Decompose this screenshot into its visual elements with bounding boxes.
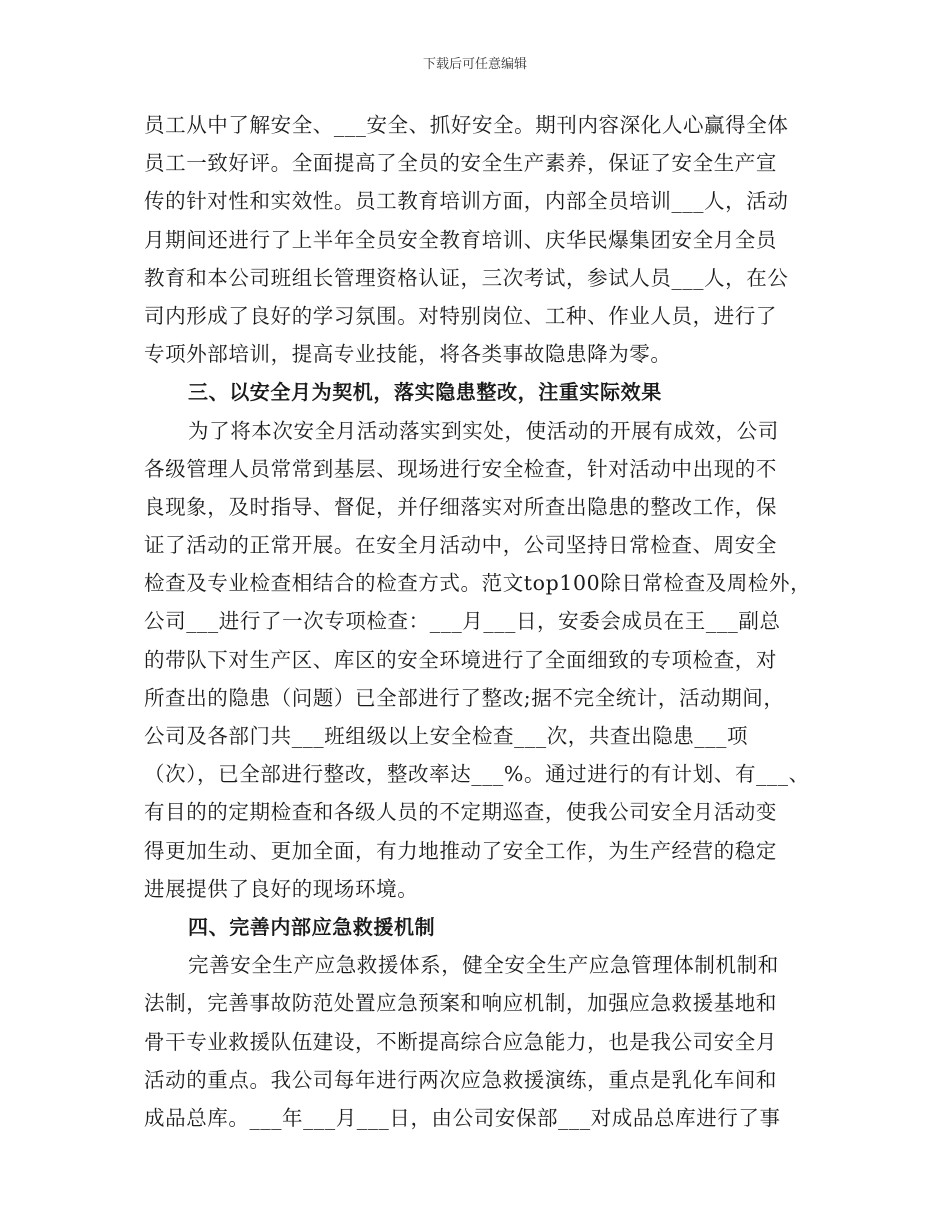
section-heading-3: 三、以安全月为契机，落实隐患整改，注重实际效果: [188, 380, 662, 405]
body-line: 月期间还进行了上半年全员安全教育培训、庆华民爆集团安全月全员: [144, 227, 777, 252]
body-line: 专项外部培训，提高专业技能，将各类事故隐患降为零。: [144, 342, 672, 367]
body-line: 检查及专业检查相结合的检查方式。范文top100除日常检查及周检外，: [144, 571, 812, 596]
body-line: 各级管理人员常常到基层、现场进行安全检查，针对活动中出现的不: [144, 456, 777, 481]
body-line: 得更加生动、更加全面，有力地推动了安全工作，为生产经营的稳定: [144, 838, 777, 863]
body-line: （次），已全部进行整改，整改率达___%。通过进行的有计划、有___、: [144, 762, 810, 787]
section-heading-4: 四、完善内部应急救援机制: [188, 914, 436, 939]
body-line: 教育和本公司班组长管理资格认证，三次考试，参试人员___人，在公: [144, 265, 789, 290]
body-line: 进展提供了良好的现场环境。: [144, 876, 419, 901]
body-line: 公司及各部门共___班组级以上安全检查___次，共查出隐患___项: [144, 724, 749, 748]
body-line: 成品总库。___年___月___日，由公司安保部___对成品总库进行了事: [144, 1105, 781, 1130]
body-line: 的带队下对生产区、库区的安全环境进行了全面细致的专项检查，对: [144, 647, 777, 672]
body-line: 为了将本次安全月活动落实到实处，使活动的开展有成效，公司: [188, 418, 779, 443]
body-line: 有目的的定期检查和各级人员的不定期巡查，使我公司安全月活动变: [144, 800, 777, 825]
body-line: 完善安全生产应急救援体系，健全安全生产应急管理体制机制和: [188, 953, 779, 978]
document-body: [144, 106, 824, 1137]
body-line: 证了活动的正常开展。在安全月活动中，公司坚持日常检查、周安全: [144, 533, 777, 558]
body-line: 良现象，及时指导、督促，并仔细落实对所查出隐患的整改工作，保: [144, 494, 777, 519]
body-line: 公司___进行了一次专项检查：___月___日，安委会成员在王___副总: [144, 609, 781, 634]
body-line: 员工一致好评。全面提高了全员的安全生产素养，保证了安全生产宣: [144, 151, 777, 176]
body-line: 骨干专业救援队伍建设，不断提高综合应急能力，也是我公司安全月: [144, 1029, 777, 1054]
body-line: 法制，完善事故防范处置应急预案和响应机制，加强应急救援基地和: [144, 991, 777, 1016]
body-line: 传的针对性和实效性。员工教育培训方面，内部全员培训___人，活动: [144, 189, 789, 214]
body-line: 活动的重点。我公司每年进行两次应急救援演练，重点是乳化车间和: [144, 1067, 777, 1092]
body-line: 员工从中了解安全、___安全、抓好安全。期刊内容深化人心赢得全体: [144, 113, 789, 137]
body-line: 司内形成了良好的学习氛围。对特别岗位、工种、作业人员，进行了: [144, 303, 777, 328]
page-header-note: 下载后可任意编辑: [422, 57, 527, 72]
body-line: 所查出的隐患（问题）已全部进行了整改;据不完全统计，活动期间，: [144, 685, 785, 710]
